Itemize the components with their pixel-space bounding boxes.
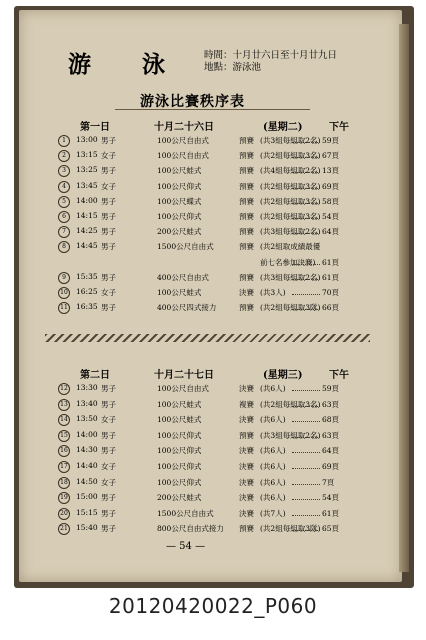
event-name: 800公尺自由式接力 bbox=[157, 524, 224, 534]
event-round: 預賽 bbox=[239, 272, 254, 282]
event-page: 61頁 bbox=[322, 508, 340, 518]
event-time: 14:50 bbox=[76, 476, 98, 486]
meta-place: 地點：游泳池 bbox=[204, 62, 262, 73]
event-number: 1 bbox=[58, 135, 70, 147]
event-page: 69頁 bbox=[322, 181, 340, 191]
event-gender: 女子 bbox=[101, 462, 116, 471]
event-gender: 男子 bbox=[101, 303, 116, 313]
event-time: 14:00 bbox=[76, 429, 98, 439]
day-period: 下午 bbox=[329, 122, 349, 133]
event-name: 100公尺仰式 bbox=[157, 181, 202, 191]
page-edge bbox=[399, 24, 409, 572]
section-separator bbox=[45, 334, 370, 342]
event-name: 1500公尺自由式 bbox=[157, 508, 214, 518]
event-time: 14:15 bbox=[76, 211, 98, 220]
event-note: (共2組每組取3名) bbox=[260, 196, 321, 206]
leader-dots bbox=[292, 421, 320, 422]
event-page: 64頁 bbox=[322, 446, 340, 456]
event-number: 14 bbox=[58, 414, 70, 426]
event-round: 預賽 bbox=[239, 196, 254, 206]
event-time: 15:00 bbox=[76, 492, 98, 502]
event-number: 9 bbox=[58, 272, 70, 284]
event-gender: 男子 bbox=[101, 508, 116, 518]
event-round: 決賽 bbox=[239, 288, 254, 297]
event-gender: 女子 bbox=[101, 151, 116, 161]
event-time: 13:15 bbox=[76, 150, 98, 160]
event-name: 100公尺自由式 bbox=[157, 151, 209, 161]
event-name: 400公尺自由式 bbox=[157, 272, 209, 282]
event-time: 16:25 bbox=[76, 287, 98, 296]
event-note: (共2組每組取3隊) bbox=[260, 524, 321, 534]
event-name: 200公尺蛙式 bbox=[157, 227, 202, 237]
event-round: 預賽 bbox=[239, 524, 254, 534]
event-page: 58頁 bbox=[322, 196, 340, 206]
event-gender: 男子 bbox=[101, 430, 116, 440]
event-number: 18 bbox=[58, 477, 70, 489]
event-gender: 男子 bbox=[101, 272, 116, 282]
leader-dots bbox=[292, 406, 320, 407]
event-note: (共2組每組取3名) bbox=[260, 151, 321, 161]
event-number: 12 bbox=[58, 383, 70, 395]
event-round: 預賽 bbox=[239, 242, 254, 252]
event-name: 100公尺仰式 bbox=[157, 212, 202, 221]
leader-dots bbox=[292, 203, 320, 204]
event-note: (共7人) bbox=[260, 508, 286, 518]
event-number: 2 bbox=[58, 150, 70, 162]
event-round: 預賽 bbox=[239, 181, 254, 191]
event-round: 預賽 bbox=[239, 136, 254, 145]
leader-dots bbox=[292, 188, 320, 189]
event-number: 21 bbox=[58, 523, 70, 535]
event-note: (共4組每組取2名) bbox=[260, 166, 321, 176]
event-name: 100公尺仰式 bbox=[157, 477, 202, 487]
event-note: (共2組取成績最優 bbox=[260, 242, 321, 252]
event-page: 13頁 bbox=[322, 166, 340, 176]
event-gender: 男子 bbox=[101, 227, 116, 237]
event-page: 66頁 bbox=[322, 303, 340, 313]
event-name: 100公尺蛙式 bbox=[157, 415, 202, 425]
event-name: 100公尺自由式 bbox=[157, 384, 209, 393]
event-page: 59頁 bbox=[322, 384, 340, 393]
event-round: 預賽 bbox=[239, 212, 254, 221]
leader-dots bbox=[292, 218, 320, 219]
event-number: 5 bbox=[58, 196, 70, 208]
event-page: 61頁 bbox=[322, 272, 340, 282]
event-number: 7 bbox=[58, 226, 70, 238]
event-round: 複賽 bbox=[239, 399, 254, 409]
event-round: 決賽 bbox=[239, 508, 254, 518]
event-gender: 男子 bbox=[101, 212, 116, 221]
event-note: (共6人) bbox=[260, 446, 286, 456]
leader-dots bbox=[292, 309, 320, 310]
event-time: 14:40 bbox=[76, 461, 98, 470]
event-number: 19 bbox=[58, 492, 70, 504]
event-time: 15:15 bbox=[76, 507, 98, 517]
event-note: (共6人) bbox=[260, 493, 286, 503]
page-number: — 54 — bbox=[166, 541, 206, 552]
event-page: 70頁 bbox=[322, 288, 340, 297]
event-name: 400公尺四式接力 bbox=[157, 303, 217, 313]
event-time: 14:25 bbox=[76, 226, 98, 236]
event-number: 10 bbox=[58, 287, 70, 299]
event-number: 17 bbox=[58, 461, 70, 473]
event-page: 61頁 bbox=[322, 257, 340, 267]
leader-dots bbox=[292, 157, 320, 158]
event-name: 100公尺仰式 bbox=[157, 462, 202, 471]
event-round: 決賽 bbox=[239, 415, 254, 425]
event-time: 13:40 bbox=[76, 398, 98, 408]
event-number: 13 bbox=[58, 399, 70, 411]
event-meta bbox=[204, 50, 337, 74]
event-gender: 男子 bbox=[101, 136, 116, 145]
event-time: 13:50 bbox=[76, 414, 98, 424]
event-page: 7頁 bbox=[322, 477, 335, 487]
leader-dots bbox=[292, 530, 320, 531]
event-gender: 男子 bbox=[101, 384, 116, 393]
event-round: 決賽 bbox=[239, 384, 254, 393]
event-time: 16:35 bbox=[76, 302, 98, 312]
event-note: (共6人) bbox=[260, 462, 286, 471]
event-note: (共2組每組取3名) bbox=[260, 399, 321, 409]
event-page: 65頁 bbox=[322, 524, 340, 534]
day-weekday: (星期三) bbox=[263, 370, 303, 381]
event-name: 100公尺蛙式 bbox=[157, 399, 202, 409]
event-gender: 女子 bbox=[101, 288, 116, 297]
event-note: (共2組每組取3名) bbox=[260, 181, 321, 191]
event-number: 4 bbox=[58, 181, 70, 193]
event-number: 16 bbox=[58, 445, 70, 457]
event-number: 15 bbox=[58, 430, 70, 442]
event-note: (共6人) bbox=[260, 415, 286, 425]
leader-dots bbox=[292, 515, 320, 516]
event-note: (共3組每組取2名) bbox=[260, 430, 321, 440]
event-gender: 男子 bbox=[101, 493, 116, 503]
day-date: 十月二十六日 bbox=[154, 122, 214, 133]
leader-dots bbox=[292, 484, 320, 485]
event-gender: 男子 bbox=[101, 446, 116, 456]
schedule-title: 游泳比賽秩序表 bbox=[140, 94, 245, 110]
event-number: 8 bbox=[58, 241, 70, 253]
event-time: 14:00 bbox=[76, 195, 98, 205]
event-page: 69頁 bbox=[322, 462, 340, 471]
event-number: 11 bbox=[58, 302, 70, 314]
title-char-1: 游 bbox=[68, 51, 93, 78]
event-note: (共2組每組取3名) bbox=[260, 212, 321, 221]
event-time: 13:00 bbox=[76, 135, 98, 144]
event-page: 68頁 bbox=[322, 415, 340, 425]
event-gender: 男子 bbox=[101, 399, 116, 409]
event-number: 3 bbox=[58, 165, 70, 177]
event-time: 14:45 bbox=[76, 241, 98, 251]
title-divider bbox=[115, 109, 310, 110]
event-gender: 男子 bbox=[101, 242, 116, 252]
event-round: 預賽 bbox=[239, 430, 254, 440]
event-time: 15:40 bbox=[76, 523, 98, 533]
event-round: 預賽 bbox=[239, 303, 254, 313]
event-gender: 女子 bbox=[101, 181, 116, 191]
leader-dots bbox=[292, 172, 320, 173]
event-time: 13:45 bbox=[76, 180, 98, 190]
leader-dots bbox=[292, 390, 320, 391]
title-char-2: 泳 bbox=[142, 51, 167, 78]
event-page: 63頁 bbox=[322, 399, 340, 409]
leader-dots bbox=[292, 294, 320, 295]
event-note: (共3組每組取2名) bbox=[260, 227, 321, 237]
event-round: 預賽 bbox=[239, 151, 254, 161]
event-round: 決賽 bbox=[239, 477, 254, 487]
event-round: 預賽 bbox=[239, 166, 254, 176]
event-gender: 男子 bbox=[101, 166, 116, 176]
day-weekday: (星期二) bbox=[263, 122, 303, 133]
meta-time: 時間：十月廿六日至十月廿九日 bbox=[204, 50, 338, 61]
leader-dots bbox=[292, 264, 320, 265]
event-note: (共3組每組取2名) bbox=[260, 136, 321, 145]
day-label: 第二日 bbox=[80, 370, 110, 381]
event-note: (共2組每組取3隊) bbox=[260, 303, 321, 313]
event-gender: 女子 bbox=[101, 477, 116, 487]
event-time: 15:35 bbox=[76, 271, 98, 281]
event-page: 59頁 bbox=[322, 136, 340, 145]
event-note: (共6人) bbox=[260, 477, 286, 487]
event-round: 決賽 bbox=[239, 446, 254, 456]
event-page: 64頁 bbox=[322, 227, 340, 237]
event-number: 6 bbox=[58, 211, 70, 223]
event-gender: 男子 bbox=[101, 196, 116, 206]
leader-dots bbox=[292, 142, 320, 143]
event-page: 67頁 bbox=[322, 151, 340, 161]
event-page: 54頁 bbox=[322, 212, 340, 221]
event-time: 13:25 bbox=[76, 165, 98, 175]
leader-dots bbox=[292, 499, 320, 500]
event-gender: 男子 bbox=[101, 524, 116, 534]
leader-dots bbox=[292, 279, 320, 280]
event-name: 200公尺蛙式 bbox=[157, 493, 202, 503]
event-name: 100公尺蛙式 bbox=[157, 288, 202, 297]
event-name: 1500公尺自由式 bbox=[157, 242, 214, 252]
day-date: 十月二十七日 bbox=[154, 370, 214, 381]
event-note: (共3人) bbox=[260, 288, 286, 297]
event-page: 63頁 bbox=[322, 430, 340, 440]
event-name: 100公尺蝶式 bbox=[157, 196, 202, 206]
event-round: 預賽 bbox=[239, 227, 254, 237]
event-name: 100公尺自由式 bbox=[157, 136, 209, 145]
day-period: 下午 bbox=[329, 370, 349, 381]
leader-dots bbox=[292, 468, 320, 469]
event-note: 前七名參加決賽) bbox=[260, 257, 316, 267]
event-time: 14:30 bbox=[76, 445, 98, 455]
day-label: 第一日 bbox=[80, 122, 110, 133]
leader-dots bbox=[292, 437, 320, 438]
event-gender: 女子 bbox=[101, 415, 116, 425]
image-caption: 20120420022_P060 bbox=[108, 594, 318, 618]
event-page: 54頁 bbox=[322, 493, 340, 503]
event-name: 100公尺仰式 bbox=[157, 430, 202, 440]
event-round: 決賽 bbox=[239, 493, 254, 503]
leader-dots bbox=[292, 233, 320, 234]
event-number: 20 bbox=[58, 508, 70, 520]
event-note: (共6人) bbox=[260, 384, 286, 393]
event-round: 決賽 bbox=[239, 462, 254, 471]
event-time: 13:30 bbox=[76, 383, 98, 392]
event-name: 100公尺仰式 bbox=[157, 446, 202, 456]
event-note: (共3組每組取2名) bbox=[260, 272, 321, 282]
event-name: 100公尺蛙式 bbox=[157, 166, 202, 176]
leader-dots bbox=[292, 452, 320, 453]
